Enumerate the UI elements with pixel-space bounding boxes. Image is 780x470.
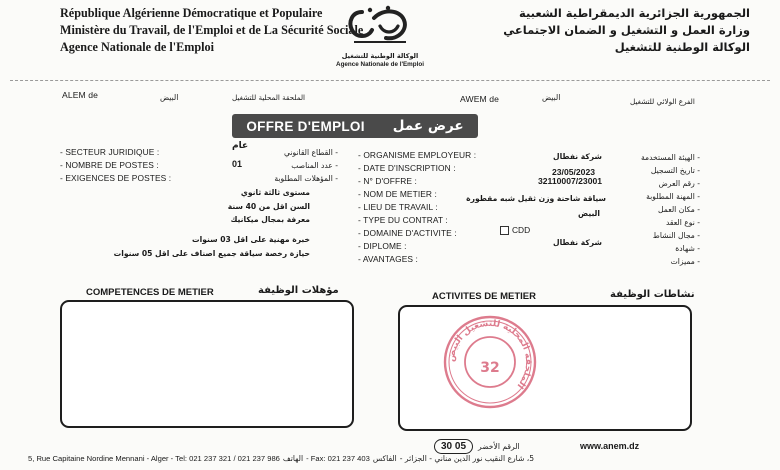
label-lieu: - LIEU DE TRAVAIL :: [358, 202, 438, 212]
header-fr: [60, 6, 363, 54]
alem-ar: الملحقة المحلية للتشغيل: [232, 93, 306, 102]
label-date: - DATE D'INSCRIPTION :: [358, 163, 456, 173]
banner-fr: OFFRE D'EMPLOI: [246, 118, 365, 134]
requirement-5: حيازة رخصة سياقة جميع اصناف على اقل 05 سنوات: [113, 249, 310, 258]
ar-label-contrat: - نوع العقد: [665, 218, 700, 227]
activites-title-fr: ACTIVITES DE METIER: [432, 291, 536, 302]
header-fr-line-3: Agence Nationale de l'Emploi: [60, 40, 215, 54]
value-secteur: عام: [232, 141, 249, 151]
footer-line: [28, 454, 768, 468]
label-domaine: - DOMAINE D'ACTIVITE :: [358, 228, 457, 238]
ar-label-avantages: - مميزات: [670, 257, 700, 266]
ar-label-date: - تاريخ التسجيل: [650, 166, 700, 175]
ar-label-secteur: - القطاع القانوني: [284, 148, 338, 157]
label-nombre-postes: - NOMBRE DE POSTES :: [60, 160, 159, 170]
requirement-1: مستوى ثالثة ثانوي: [240, 188, 310, 197]
ar-label-domaine: - مجال النشاط: [652, 231, 700, 240]
green-number-label: الرقم الأخضر: [478, 442, 520, 451]
ar-label-lieu: - مكان العمل: [658, 205, 700, 214]
ar-label-diplome: - شهادة: [675, 244, 700, 253]
requirement-2: السن اقل من 40 سنة: [227, 202, 310, 211]
header-fr-line-1: République Algérienne Démocratique et Populaire: [60, 6, 323, 20]
awem-ar: الفرع الولائي للتشغيل: [630, 97, 695, 106]
banner-ar: عرض عمل: [392, 118, 464, 134]
competences-title-ar: مؤهلات الوظيفة: [258, 285, 339, 296]
cdd-label: CDD: [512, 225, 531, 235]
logo-caption-ar: الوكالة الوطنية للتشغيل: [341, 52, 419, 60]
green-number-value: 30 05: [434, 439, 473, 454]
footer-address-ar: 5، شارع النقيب نور الدين مناني - الجزائر -: [399, 454, 535, 463]
awem-value: البيض: [542, 93, 561, 102]
stamp-number: 32: [480, 360, 500, 376]
header-fr-line-2: Ministère du Travail, de l'Emploi et de La Sécurité Sociale: [60, 23, 364, 37]
requirement-3: معرفة بمجال ميكانيك: [230, 215, 310, 224]
value-employer: شركة نفطال: [552, 152, 602, 161]
anem-logo-icon: [340, 4, 420, 50]
label-metier: - NOM DE METIER :: [358, 189, 437, 199]
competences-title-fr: COMPETENCES DE METIER: [86, 287, 214, 298]
label-offre: - N° D'OFFRE :: [358, 176, 417, 186]
left-labels: [60, 146, 171, 185]
footer-fax-ar: الفاكس: [372, 454, 397, 463]
stamp-seal-icon: [442, 314, 538, 410]
value-nombre-postes: 01: [232, 159, 243, 169]
ar-label-exigences: - المؤهلات المطلوبة: [274, 174, 338, 183]
label-contrat: - TYPE DU CONTRAT :: [358, 215, 448, 225]
logo-caption-fr: Agence Nationale de l'Emploi: [336, 61, 424, 68]
label-diplome: - DIPLOME :: [358, 241, 407, 251]
cdd-checkbox: [500, 226, 509, 235]
value-domain: شركة نفطال: [552, 238, 602, 247]
footer-phone-ar: الهاتف: [282, 454, 304, 463]
footer-fax: - Fax: 021 237 403: [306, 454, 370, 463]
right-labels: [358, 149, 476, 266]
alem-value: البيض: [160, 93, 179, 102]
activites-title-ar: نشاطات الوظيفة: [610, 289, 695, 300]
ar-label-offre: - رقم العرض: [658, 179, 700, 188]
official-stamp: [442, 314, 538, 410]
header-ar: [410, 5, 750, 55]
ar-label-nombre-postes: - عدد المناصب: [291, 161, 338, 170]
left-ar-labels: [262, 146, 338, 185]
awem-label: AWEM de: [460, 94, 500, 104]
label-exigences: - EXIGENCES DE POSTES :: [60, 173, 172, 183]
offer-banner: [232, 114, 478, 138]
header-ar-line-3: الوكالة الوطنية للتشغيل: [614, 40, 750, 54]
label-employeur: - ORGANISME EMPLOYEUR :: [358, 150, 477, 160]
value-job: سياقة شاحنة وزن ثقيل شبه مقطورة: [466, 194, 606, 203]
alem-label: ALEM de: [62, 90, 99, 100]
competences-box: [60, 300, 354, 428]
label-secteur: - SECTEUR JURIDIQUE :: [60, 147, 160, 157]
ar-label-metier: - المهنة المطلوبة: [646, 192, 700, 201]
value-date: 23/05/2023: [552, 167, 596, 177]
contract-cdd-option: [500, 225, 530, 235]
header-ar-line-1: الجمهورية الجزائرية الديمقراطية الشعبية: [518, 6, 750, 20]
requirement-4: خبرة مهنية على اقل 03 سنوات: [192, 235, 310, 244]
green-number: [434, 439, 520, 454]
website: www.anem.dz: [580, 441, 640, 451]
footer-address-fr: 5, Rue Capitaine Nordine Mennani - Alger - Tel: 021 237 321 / 021 237 986: [28, 454, 280, 463]
header-divider: [10, 80, 770, 81]
right-ar-labels: [612, 151, 700, 268]
label-avantages: - AVANTAGES :: [358, 254, 418, 264]
ar-label-employeur: - الهيئة المستخدمة: [640, 153, 700, 162]
stamp-text: الملحقة المحلية للتشغيل البيض: [446, 318, 534, 391]
value-offer-no: 32110007/23001: [538, 176, 603, 186]
value-place: البيض: [577, 209, 600, 218]
header-ar-line-2: وزارة العمل و التشغيل و الضمان الاجتماعي: [503, 23, 750, 37]
